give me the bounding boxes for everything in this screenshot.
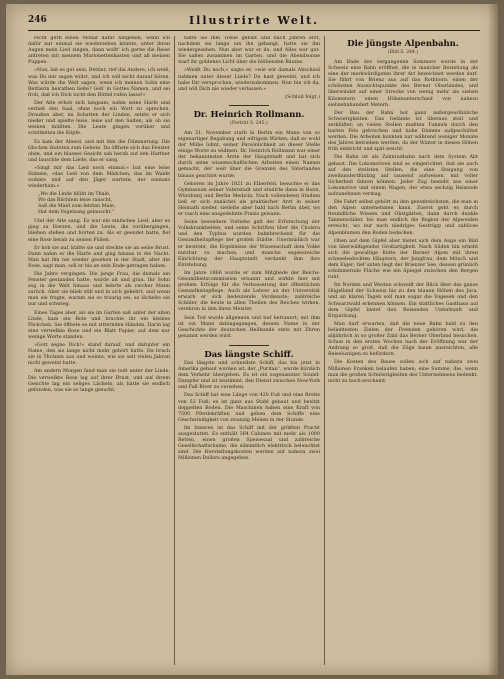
- article-attribution: (Porträt S. 245.): [230, 120, 268, 126]
- story-paragraph: Eines Tages aber, als sie im Garten saß unter der alten Linde, kam ein Bote und brachte ihr ein kleines Päckchen. Sie öffnete es mit zitternden Händen. Darin lag eine verwelkte Rose und ein Blatt Papier, auf dem nur wenige Worte standen.: [28, 310, 170, 340]
- section-divider: [229, 345, 269, 346]
- column-story: [28, 36, 170, 667]
- story-paragraph: Er hob sie auf, küßte sie und steckte sie an seine Brust. Dann nahm er die Harfe und ging hinaus in die Nacht. Man hat ihn nie wieder gesehen in der Stadt, aber die Rose, sagt man, soll er bis an sein Ende getragen haben.: [28, 245, 170, 269]
- article-paragraph: Im Inneren ist das Schiff mit der größten Pracht ausgestattet. Es enthält 364 Cabinen mit mehr als 1000 Betten, einen großen Speisesaal und zahlreiche Gesellschaftsräume, die sämmtlich elektrisch beleuchtet sind. Die Herstellungskosten werden auf nahezu zwei Millionen Dollars angegeben.: [178, 425, 320, 462]
- column-divider-1: [174, 36, 175, 665]
- article-paragraph: Das längste und schnellste Schiff, das bis jetzt in Amerika gebaut worden ist, der „Puritan“, wurde kürzlich dem Verkehr übergeben. Es ist ein sogenannter Sound-Dampfer und ist bestimmt, den Dienst zwischen New-York und Fall River zu versehen.: [178, 360, 320, 391]
- story-verse: „Wo die Linde blüht im Thale, Wo das Bächlein leise rauscht, Saß die Maid zum letzten Male, Hat dem Vogelsang gelauscht.“: [38, 192, 116, 216]
- article-paragraph: Oben auf dem Gipfel aber bietet sich dem Auge ein Bild von überwältigender Großartigkeit. Nach Süden hin erhebt sich die gewaltige Kette der Berner Alpen mit ihren schneebedeckten Häuptern, der Jungfrau, dem Mönch und dem Eiger; tief unten liegt der Brienzer See, dessen grünlich schimmernde Fläche wie ein Spiegel zwischen den Bergen ruht.: [328, 238, 478, 281]
- story-paragraph: »Weißt Du noch,« sagte er, »wie wir damals Abschied nahmen unter dieser Linde? Du hast geweint, und ich habe Dir versprochen, wiederzukommen. Nun bin ich da, und will Dich nie wieder verlassen.«: [178, 68, 320, 92]
- column-articles: [178, 36, 320, 667]
- story-paragraph: Der Alte erhob sich langsam, nahm seine Harfe und verließ den Saal, ohne noch ein Wort zu sprechen. Draußen aber, im Schatten der Linden, setzte er sich nieder und spielte leise, leise auf den Saiten, als ob sie weinen müßten. Die Leute gingen vorüber und schüttelten die Köpfe.: [28, 100, 170, 137]
- column-alpenbahn: [328, 36, 478, 667]
- article-paragraph: Geboren im Jahre 1821 zu Elberfeld, besuchte er das Gymnasium seiner Vaterstadt und studirte dann in Bonn, Würzburg und Berlin Medicin. Nach vollendeten Studien ließ er sich zunächst als praktischer Arzt in seiner Heimath nieder, siedelte aber bald nach Berlin über, wo er rasch eine ausgedehnte Praxis gewann.: [178, 181, 320, 218]
- page-edge-shadow: [488, 4, 498, 675]
- article-paragraph: Im Jahre 1866 wurde er zum Mitgliede der Reichs-Gesundheitscommission ernannt und wirkte hier mit großem Erfolge für die Verbesserung der öffentlichen Gesundheitspflege. Auch als Lehrer an der Universität erwarb er sich bedeutende Verdienste; zahlreiche Schüler, die heute in allen Theilen des Reiches wirken, verehren in ihm ihren Meister.: [178, 270, 320, 313]
- article-paragraph: Seine besondere Vorliebe galt der Erforschung der Volkskrankheiten, und seine Schriften über die Cholera und den Typhus wurden bahnbrechend für die Gesundheitspflege der großen Städte. Unermüdlich war er bestrebt, die Ergebnisse der Wissenschaft dem Volke nutzbar zu machen, und manche segensreiche Einrichtung der Hauptstadt verdankt ihm ihre Entstehung.: [178, 220, 320, 268]
- page-header: [28, 14, 480, 31]
- section-divider: [229, 105, 269, 106]
- story-paragraph: »Singt mir das Lied noch einmal,« bat eine leise Stimme, »das Lied von dem Mädchen, das im Walde wohnte und auf den Jäger wartete, der niemals wiederkam.«: [28, 165, 170, 190]
- article-paragraph: Am Ende des vergangenen Sommers wurde in der Schweiz eine Bahn eröffnet, die in mancher Beziehung als eine der merkwürdigsten ihrer Art bezeichnet werden darf. Sie führt von Brienz aus auf das Rothhorn, einen der schönsten Aussichtspunkte des Berner Oberlandes, und überwindet auf einer Strecke von wenig mehr als sieben Kilometern einen Höhenunterschied von nahezu siebzehnhundert Metern.: [328, 60, 478, 108]
- page-number: 246: [28, 15, 47, 25]
- story-paragraph: hatte sie ihm Treue gelobt und nach Jahren erst, nachdem sie lange um ihn gebangt, hatte sie ihn wiedergesehen. Nun aber war er da, und Alles war gut. Sie saßen zusammen im Garten, und die Abendsonne warf ihr goldenes Licht über die blühenden Bäume.: [178, 36, 320, 66]
- article-title-rollmann: Dr. Heinrich Rollmann.: [193, 109, 305, 120]
- newspaper-page: [6, 4, 498, 675]
- story-paragraph: Die Jahre vergingen. Die junge Frau, die damals am Fenster gestanden hatte, wurde alt und grau. Ihr Sohn zog in die Welt hinaus und kehrte als reicher Mann zurück. Aber sie blieb still und in sich gekehrt, und wenn man sie fragte, warum sie so traurig sei, so lächelte sie nur und schwieg.: [28, 272, 170, 308]
- article-title-alpenbahn: Die jüngste Alpenbahn.: [347, 39, 459, 49]
- story-paragraph: »Gott segne Dich!« stand darauf, und darunter ein Name, den sie lange nicht mehr gehört hatte. Da brach sie in Thränen aus und weinte, wie sie seit vielen Jahren nicht geweint hatte.: [28, 343, 170, 367]
- article-paragraph: Die Fahrt selbst gehört zu den genußreichsten, die man in den Alpen unternehmen kann. Zuerst geht es durch freundliche Wiesen und Obstgärten, dann durch dunkle Tannenwälder, bis man endlich die Region der Alpweiden erreicht, wo nur noch niedriges Gestrüpp und zahllose Alpenblumen den Boden bedecken.: [328, 200, 478, 236]
- story-paragraph: »Nun, laß es gut sein, Bettler, rief die Andere, ich weiß, was Du mir sagen willst, und ich will nicht darauf hören. Was würde die Welt sagen, wenn ich meinen Sohn eine Bettlerin heirathen ließe? Geh' in Gottes Namen, und sei froh, daß ich Dich nicht den Büttel rufen lasse!«: [28, 68, 170, 98]
- article-title-ship: Das längste Schiff.: [204, 349, 294, 360]
- article-paragraph: Man darf erwarten, daß die neue Bahn bald zu den beliebtesten Zielen der Fremden gehören wird, die alljährlich in so großer Zahl das Berner Oberland besuchen. Schon in den ersten Wochen nach der Eröffnung war der Andrang so groß, daß die Züge kaum ausreichten, alle Reiselustigen zu befördern.: [328, 321, 478, 358]
- article-paragraph: Sein Tod wurde allgemein und tief betrauert; mit ihm ist ein Mann dahingegangen, dessen Name in der Geschichte der deutschen Heilkunde stets mit Ehren genannt werden wird.: [178, 315, 320, 339]
- article-paragraph: Das Schiff hat eine Länge von 420 Fuß und eine Breite von 52 Fuß; es ist ganz aus Stahl gebaut und besitzt doppelten Boden. Die Maschinen haben eine Kraft von 7500 Pferdekräften und geben dem Schiffe eine Geschwindigkeit von zwanzig Meilen in der Stunde.: [178, 393, 320, 423]
- article-paragraph: Der Bau der Bahn bot ganz außergewöhnliche Schwierigkeiten. Das Gelände ist überaus steil und zerklüftet; an vielen Stellen mußten Tunnels durch den harten Fels gebrochen und hohe Dämme aufgeschüttet werden. Die Arbeiten konnten nur während weniger Monate des Jahres betrieben werden, da der Winter in diesen Höhen früh einbricht und spät weicht.: [328, 110, 478, 153]
- article-paragraph: Am 21. November starb in Berlin ein Mann von so eigenartiger Begabung und eifrigem Wirken, daß es wohl der Mühe lohnt, seiner Persönlichkeit an dieser Stelle einige Worte zu widmen. Dr. Heinrich Rollmann war einer der bekanntesten Ärzte der Hauptstadt und hat sich durch seine wissenschaftlichen Arbeiten einen Namen gemacht, der weit über die Grenzen des Vaterlandes hinaus geachtet wurde.: [178, 130, 320, 179]
- article-attribution: (Bild S. 244.): [387, 50, 419, 55]
- story-paragraph: Es kam der Abend, und mit ihm die Dämmerung. Die Glocken läuteten zum Gebete. Da öffnete sich das Fenster oben, und ein blasses Gesicht sah herab auf den Harfner und lauschte dem Liede, das er sang.: [28, 139, 170, 163]
- story-paragraph: Am andern Morgen fand man sie todt unter der Linde. Die verwelkte Rose lag auf ihrer Brust, und auf ihrem Gesichte lag ein seliges Lächeln, als hätte sie endlich gefunden, was sie so lange gesucht.: [28, 369, 170, 393]
- article-paragraph: Im Norden und Westen schweift der Blick über das ganze Hügelland der Schweiz bis zu den blauen Höhen des Jura, und an klaren Tagen soll man sogar die Vogesen und den Schwarzwald erkennen können. Ein stattliches Gasthaus auf dem Gipfel bietet den Reisenden Unterkunft und Erquickung.: [328, 283, 478, 319]
- masthead-title: Illustrirte Welt.: [189, 14, 319, 27]
- column-divider-2: [324, 36, 325, 665]
- story-paragraph: Und der Alte sang. Es war ein einfaches Lied, aber es ging zu Herzen, und die Leute, die vorübergingen, blieben stehen und hörten zu. Als er geendet hatte, fiel eine Rose herab zu seinen Füßen.: [28, 219, 170, 243]
- article-paragraph: Die Kosten des Baues sollen sich auf nahezu zwei Millionen Franken belaufen haben; eine Summe, die, wenn man die großen Schwierigkeiten des Unternehmens bedenkt, nicht zu hoch erscheint.: [328, 360, 478, 384]
- article-paragraph: Die Bahn ist als Zahnradbahn nach dem System Abt gebaut. Die Lokomotiven sind so eingerichtet, daß sie auch auf den steilsten Stellen, die eine Steigung von zweihundertfünfzig auf tausend aufweisen, mit voller Sicherheit fahren können. Jeder Zug besteht aus einer Lokomotive und einem Wagen, der etwa sechzig Reisende aufzunehmen vermag.: [328, 155, 478, 197]
- story-paragraph: recht gern einen Monat dafür hingeben, wenn ich dafür nur einmal sie wiedersehen könnte, unter ihren Augen mein Lied singen, dann wollt' ich gerne die Reise antreten mit meinem Marionettenkasten und all meinen Puppen.: [28, 36, 170, 66]
- continuation-note: (Schluß folgt.): [285, 94, 320, 100]
